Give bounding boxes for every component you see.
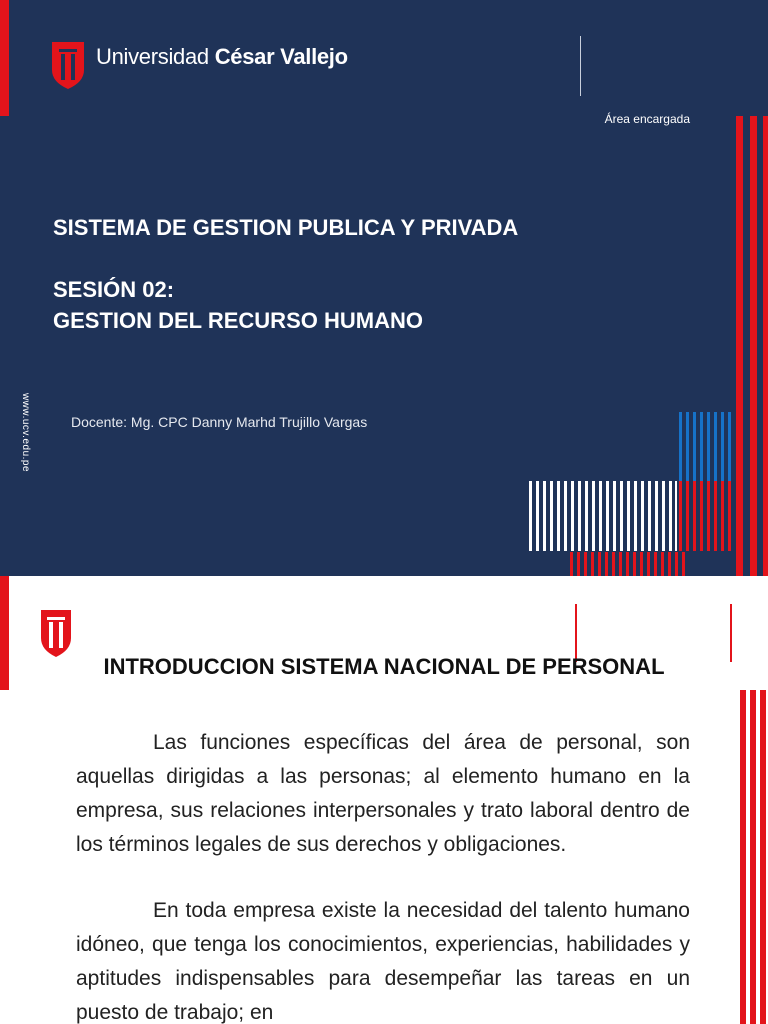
area-label: Área encargada xyxy=(604,112,690,126)
ucv-shield-icon xyxy=(50,40,86,90)
university-name: Universidad César Vallejo xyxy=(96,44,348,69)
session-title: GESTION DEL RECURSO HUMANO xyxy=(53,308,423,333)
paragraph-1: Las funciones específicas del área de personal, son aquellas dirigidas a las personas; al elemento humano en la empresa, sus relaciones interpersonales y trato laboral dentro de los términos legales de sus derechos y obligaciones. xyxy=(76,731,690,856)
left-red-accent xyxy=(0,0,9,116)
decorative-stripes xyxy=(738,690,768,1024)
website-url: www.ucv.edu.pe xyxy=(20,392,32,473)
content-slide xyxy=(0,576,768,1024)
left-red-accent xyxy=(0,576,9,690)
header-divider-right xyxy=(730,604,732,662)
paragraph-2: En toda empresa existe la necesidad del talento humano idóneo, que tenga los conocimientos, experiencias, habilidades y aptitudes indispensables para desempeñar las tareas en un puesto de trabajo; en xyxy=(76,899,690,1024)
header-divider xyxy=(580,36,581,96)
decorative-stripes xyxy=(520,110,768,576)
course-title: SISTEMA DE GESTION PUBLICA Y PRIVADA xyxy=(53,215,519,240)
session-label: SESIÓN 02: xyxy=(53,277,175,302)
docente-label: Docente: Mg. CPC Danny Marhd Trujillo Vargas xyxy=(71,414,368,430)
ucv-shield-icon xyxy=(39,608,73,658)
slide-heading: INTRODUCCION SISTEMA NACIONAL DE PERSONAL xyxy=(103,654,665,679)
